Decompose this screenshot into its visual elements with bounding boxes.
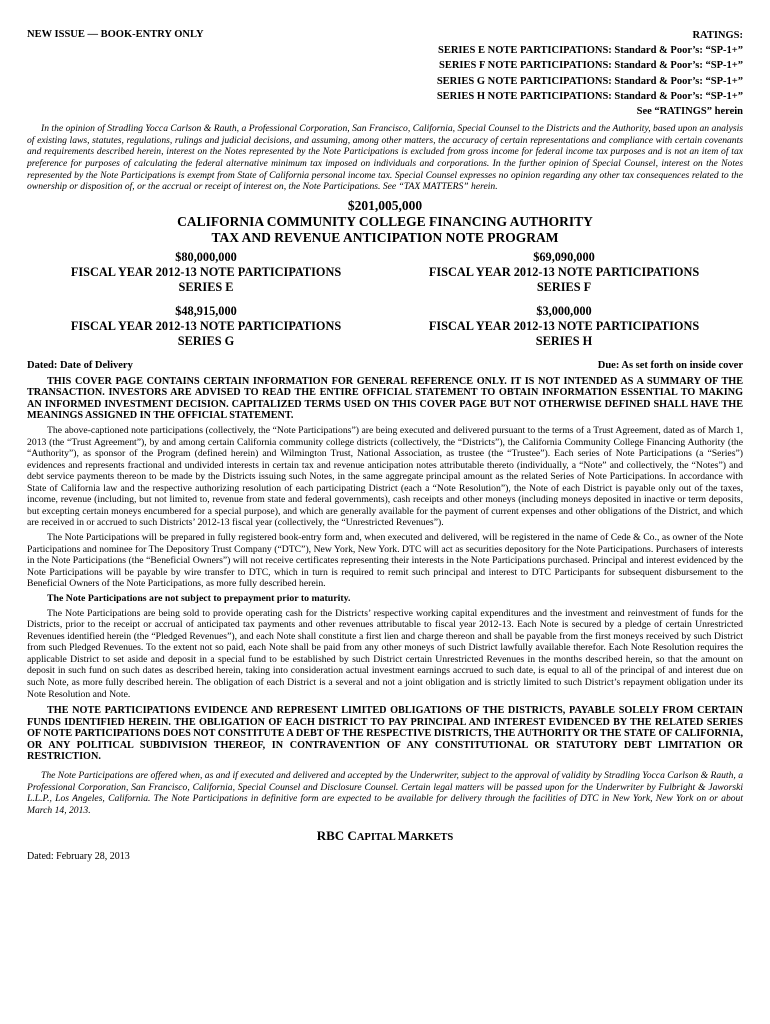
total-amount: $201,005,000 xyxy=(347,197,423,213)
series-amount: $69,090,000 xyxy=(533,249,595,264)
underwriter-part: ARKETS xyxy=(410,832,454,844)
series-g xyxy=(27,304,385,349)
series-name: SERIES G xyxy=(177,333,235,348)
rating-line: SERIES F NOTE PARTICIPATIONS: Standard & Poor’s: “SP-1+” xyxy=(438,60,743,72)
prepayment-statement: The Note Participations are not subject to prepayment prior to maturity. xyxy=(47,592,351,604)
series-name: SERIES F xyxy=(536,279,592,294)
dated-date: Dated: Date of Delivery xyxy=(27,359,133,371)
program-name: TAX AND REVENUE ANTICIPATION NOTE PROGRAM xyxy=(211,230,559,246)
ratings-reference: See “RATINGS” herein xyxy=(636,106,743,118)
series-title: FISCAL YEAR 2012-13 NOTE PARTICIPATIONS xyxy=(70,318,342,333)
cover-notice: THIS COVER PAGE CONTAINS CERTAIN INFORMATION FOR GENERAL REFERENCE ONLY. IT IS NOT INTENDED AS A SUMMARY OF THE TRANSACTION. INVESTORS ARE ADVISED TO READ THE ENTIRE OFFICIAL STATEMENT TO OBTAIN INFORMATION ESSENTIAL TO MAKING AN INFORMED INVESTMENT DECISION. CAPITALIZED TERMS USED ON THIS COVER PAGE BUT NOT OTHERWISE DEFINED SHALL HAVE THE MEANINGS ASSIGNED IN THE OFFICIAL STATEMENT. xyxy=(27,375,743,422)
ratings-title: RATINGS: xyxy=(692,30,743,41)
tax-opinion: In the opinion of Stradling Yocca Carlson & Rauth, a Professional Corporation, San Francisco, California, Special Counsel to the Districts and the Authority, based upon an analysis of existing laws, statutes, regulations, rulings and judicial decisions, and assuming, among other matters, the accuracy of certain representations and compliance with certain covenants and requirements described herein, interest on the Notes represented by the Note Participations is excluded from gross income for federal income tax purposes and is not an item of tax preference for purposes of calculating the federal alternative minimum tax imposed on individuals and corporations. In the further opinion of Special Counsel, interest on the Notes represented by the Note Participations is exempt from State of California personal income tax. Special Counsel expresses no opinion regarding any other tax consequences related to the ownership or disposition of, or the accrual or receipt of interest on, the Note Participations. See “TAX MATTERS” herein. xyxy=(27,123,743,193)
series-f xyxy=(385,250,743,295)
book-entry-paragraph: The Note Participations will be prepared in fully registered book-entry form and, when executed and delivered, will be registered in the name of Cede & Co., as owner of the Note Participations and nominee for The Depository Trust Company (“DTC”), New York, New York. DTC will act as securities depository for the Note Participations. Purchasers of interests in the Note Participations (the “Beneficial Owners”) will not receive certificates representing their interests in the Note Participations purchased. Principal and interest evidenced by the Note Participations will be payable by wire transfer to DTC, which in turn is required to remit such principal and interest to DTC Participants for subsequent disbursement to the Beneficial Owners of the Note Participations, as more fully described herein. xyxy=(27,531,743,590)
series-name: SERIES H xyxy=(535,333,593,348)
underwriter-name xyxy=(27,828,743,845)
issue-type: NEW ISSUE — BOOK-ENTRY ONLY xyxy=(27,29,204,40)
limited-obligations-paragraph: THE NOTE PARTICIPATIONS EVIDENCE AND REPRESENT LIMITED OBLIGATIONS OF THE DISTRICTS, PAYABLE SOLELY FROM CERTAIN FUNDS IDENTIFIED HEREIN. THE OBLIGATION OF EACH DISTRICT TO PAY PRINCIPAL AND INTEREST EVIDENCED BY THE RELATED SERIES OF NOTE PARTICIPATIONS DOES NOT CONSTITUTE A DEBT OF THE RESPECTIVE DISTRICTS, THE AUTHORITY OR THE STATE OF CALIFORNIA, OR ANY POLITICAL SUBDIVISION THEREOF, IN CONTRAVENTION OF ANY CONSTITUTIONAL OR STATUTORY DEBT LIMITATION OR RESTRICTION. xyxy=(27,705,743,763)
series-title: FISCAL YEAR 2012-13 NOTE PARTICIPATIONS xyxy=(70,264,342,279)
issuer-name: CALIFORNIA COMMUNITY COLLEGE FINANCING AUTHORITY xyxy=(177,214,593,230)
document-date: Dated: February 28, 2013 xyxy=(27,851,130,863)
series-name: SERIES E xyxy=(178,279,234,294)
series-amount: $80,000,000 xyxy=(175,249,237,264)
underwriter-part: RBC C xyxy=(316,828,357,844)
ratings-block xyxy=(437,28,743,119)
dated-due-row xyxy=(27,359,743,372)
series-grid xyxy=(27,250,743,349)
offering-terms-paragraph: The Note Participations are offered when, as and if executed and delivered and accepted by the Underwriter, subject to the approval of validity by Stradling Yocca Carlson & Rauth, a Professional Corporation, San Francisco, California, Special Counsel and Disclosure Counsel. Certain legal matters will be passed upon for the Underwriter by Fulbright & Jaworski L.L.P., Los Angeles, California. The Note Participations in definitive form are expected to be available for delivery through the facilities of DTC in New York, New York on or about March 14, 2013. xyxy=(27,770,743,816)
official-statement-cover xyxy=(27,28,743,863)
header xyxy=(27,28,743,119)
rating-line: SERIES H NOTE PARTICIPATIONS: Standard & Poor’s: “SP-1+” xyxy=(436,90,743,102)
series-e xyxy=(27,250,385,295)
series-h xyxy=(385,304,743,349)
intro-paragraph: The above-captioned note participations (collectively, the “Note Participations”) are being executed and delivered pursuant to the terms of a Trust Agreement, dated as of March 1, 2013 (the “Trust Agreement”), by and among certain California community college districts (collectively, the “Districts”), the California Community College Financing Authority (the “Authority”), as sponsor of the Program (defined herein) and Wilmington Trust, National Association, as trustee (the “Trustee”). Each series of Note Participations (a “Series”) evidences and represents fractional and undivided interests in certain tax and revenue anticipation notes attributable thereto (individually, a “Note” and collectively, the “Notes”) and debt service payments thereon to be made by the Districts issuing such Notes, in the same aggregate principal amount as the related Series of Note Participations. In accordance with State of California law and the respective authorizing resolution of each participating District (each a “Note Resolution”), the Note of each District is payable only out of the taxes, income, revenue (including, but not limited to, revenue from state and federal governments), cash receipts and other moneys (including moneys deposited in inactive or term deposits, but excepting certain moneys encumbered for a special purpose), and which are generally available for the payment of current expenses and other obligations of the District, and which are received in or accrued to such Districts’ 2012-13 fiscal year (collectively, the “Unrestricted Revenues”). xyxy=(27,425,743,529)
underwriter-part: M xyxy=(397,828,411,844)
series-title: FISCAL YEAR 2012-13 NOTE PARTICIPATIONS xyxy=(428,318,700,333)
rating-line: SERIES G NOTE PARTICIPATIONS: Standard & Poor’s: “SP-1+” xyxy=(436,75,743,87)
series-amount: $3,000,000 xyxy=(536,303,592,318)
due-date: Due: As set forth on inside cover xyxy=(597,359,743,371)
series-title: FISCAL YEAR 2012-13 NOTE PARTICIPATIONS xyxy=(428,264,700,279)
offering-title xyxy=(27,198,743,247)
underwriter-part: APITAL xyxy=(356,832,398,844)
series-amount: $48,915,000 xyxy=(175,303,237,318)
purpose-paragraph: The Note Participations are being sold to provide operating cash for the Districts’ respective working capital expenditures and the investment and reinvestment of funds for the Districts, prior to the receipt or accrual of anticipated tax payments and other revenues attributable to fiscal year 2012-13. Each Note is secured by a pledge of certain Unrestricted Revenues identified herein (the “Pledged Revenues”), and each Note shall constitute a first lien and charge thereon and shall be payable from the first moneys received by such District from such Pledged Revenues. To the extent not so paid, each Note shall be paid from any other moneys of such District lawfully available therefor. Each Note Resolution requires the applicable District to set aside and deposit in a special fund to be established by such District certain Unrestricted Revenues in the months described herein, so that the amount on deposit in such fund on such dates as described herein, taking into consideration actual investment earnings accrued to such date, is equal to all of the principal of and interest due on such Note, as more fully described herein. The obligation of each District is a several and not a joint obligation and is strictly limited to such District’s repayment obligation under its Note Resolution and Note. xyxy=(27,607,743,700)
rating-line: SERIES E NOTE PARTICIPATIONS: Standard & Poor’s: “SP-1+” xyxy=(438,45,743,57)
